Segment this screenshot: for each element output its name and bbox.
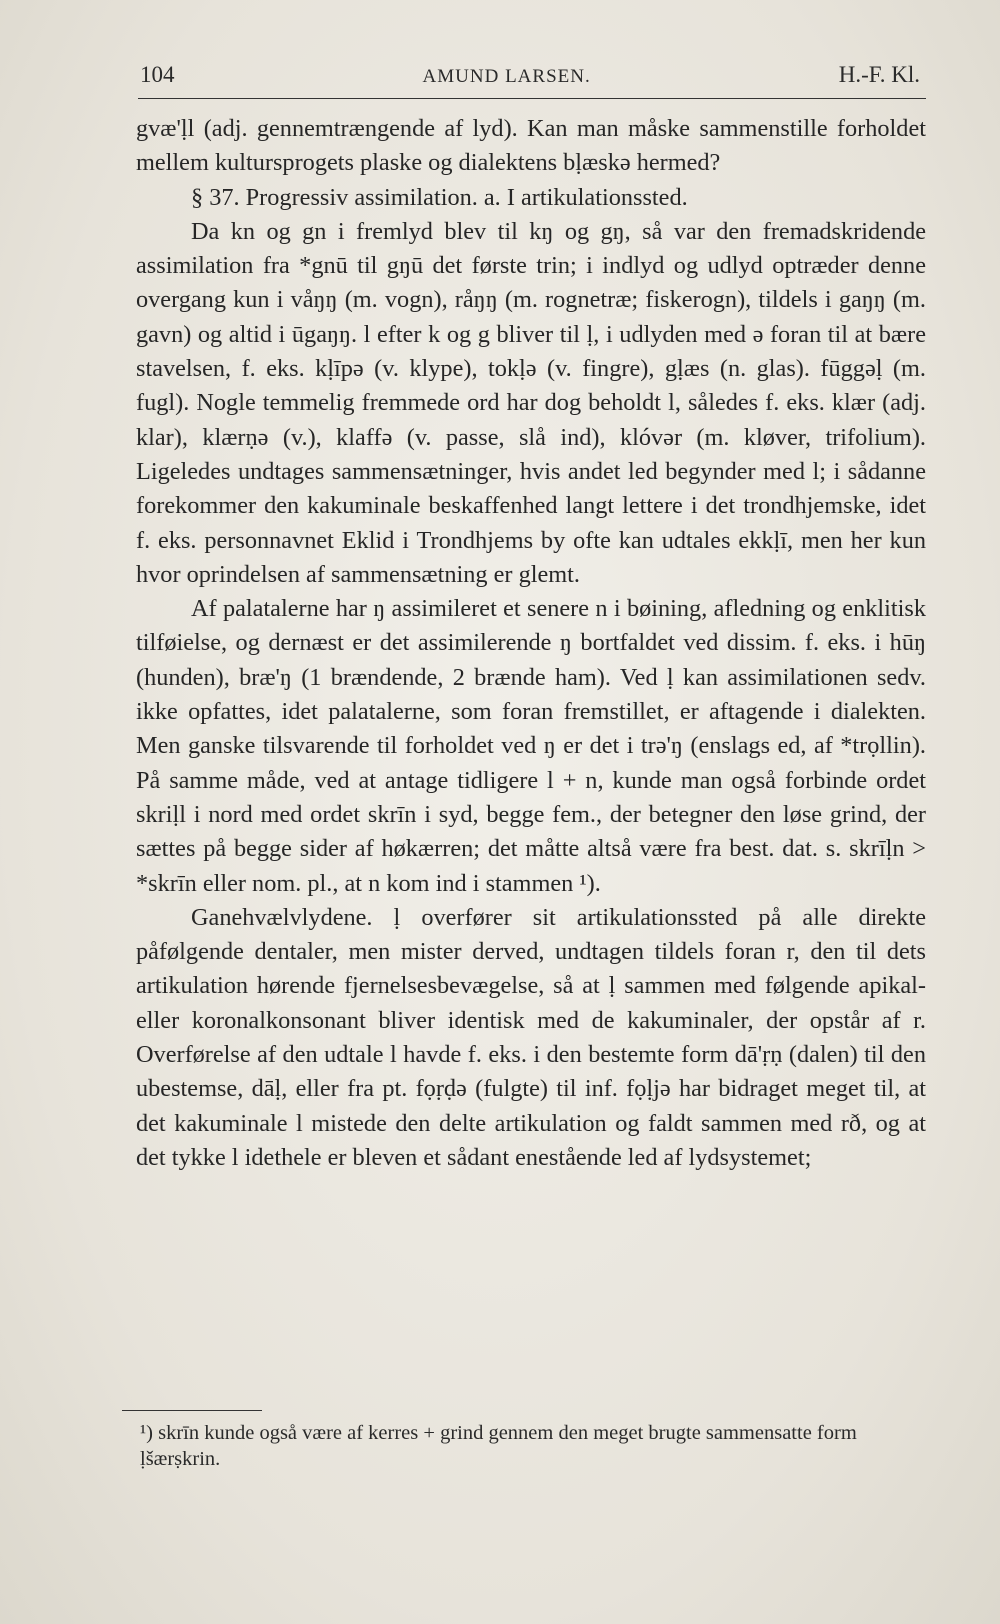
paragraph-1: gvæ'ḷl (adj. gennemtrængende af lyd). Kan man måske sammenstille forholdet mellem kultursprogets plaske og dialektens bḷæskə hermed? [136,115,926,177]
page-number: 104 [140,62,175,87]
paragraph-3: Af palatalerne har ŋ assimileret et senere n i bøining, afledning og enklitisk tilføielse, og dernæst er det assimilerende ŋ bortfaldet ved dissim. f. eks. i hūŋ (hunden), bræ'ŋ (1 brændende, 2 brænde ham). Ved ḷ kan assimilationen sedv. ikke opfattes, idet palatalerne, som foran fremstillet, er aftagende i dialekten. Men ganske tilsvarende til forholdet ved ŋ er det i trə'ŋ (enslags ed, af *trọllin). På samme måde, ved at antage tidligere l + n, kunde man også forbinde ordet skriḷl i nord med ordet skrīn i syd, begge fem., der betegner den løse grind, der sættes på begge sider af høkærren; det måtte altså være fra best. dat. s. skrīḷn > *skrīn eller nom. pl., at n kom ind i stammen ¹). [136,595,926,897]
paragraph-4: Ganehvælvlydene. ḷ overfører sit artikulationssted på alle direkte påfølgende dentaler, men mister derved, undtagen tildels foran r, den til dets artikulation hørende fjernelsesbevægelse, så at ḷ sammen med følgende apikal- eller koronalkonsonant bliver identisk med de kakuminaler, der opstår af r. Overførelse af den udtale l havde f. eks. i den bestemte form dā'ṛṇ (dalen) til den ubestemse, dāḷ, eller fra pt. fọṛḍə (fulgte) til inf. fọḷjə har bidraget meget til, at det kakuminale l mistede den delte artikulation og faldt sammen med rð, og at det tykke l idethele er bleven et sådant enestående led af lydsystemet; [136,903,926,1171]
section-abbrev: H.-F. Kl. [838,62,920,87]
running-header [140,62,920,102]
footnote-rule [122,1410,262,1411]
header-rule [138,98,926,99]
section-heading: § 37. Progressiv assimilation. a. I artikulationssted. [191,183,688,211]
main-text [136,112,926,1175]
footnote: ¹) skrīn kunde også være af kerres + grind gennem den meget brugte sammensatte form ḷšærṣkrin. [140,1422,857,1470]
paragraph-2: Da kn og gn i fremlyd blev til kŋ og gŋ, så var den fremadskridende assimilation fra *gnū til gŋū det første trin; i indlyd og udlyd optræder denne overgang kun i våŋŋ (m. vogn), råŋŋ (m. rognetræ; fiskerogn), tildels i gaŋŋ (m. gavn) og altid i ūgaŋŋ. l efter k og g bliver til ḷ, i udlyden med ə foran til at bære stavelsen, f. eks. kḷīpə (v. klype), tokḷə (v. fingre), gḷæs (n. glas). fūggəḷ (m. fugl). Nogle temmelig fremmede ord har dog beholdt l, således f. eks. klær (adj. klar), klærṇə (v.), klaffə (v. passe, slå ind), klóvər (m. kløver, trifolium). Ligeledes undtages sammensætninger, hvis andet led begynder med l; i sådanne forekommer den kakuminale beskaffenhed langt lettere i det trondhjemske, idet f. eks. personnavnet Eklid i Trondhjems by ofte kan udtales ekkḷī, men her kun hvor oprindelsen af sammensætning er glemt. [136,217,926,588]
running-title: AMUND LARSEN. [422,66,591,87]
